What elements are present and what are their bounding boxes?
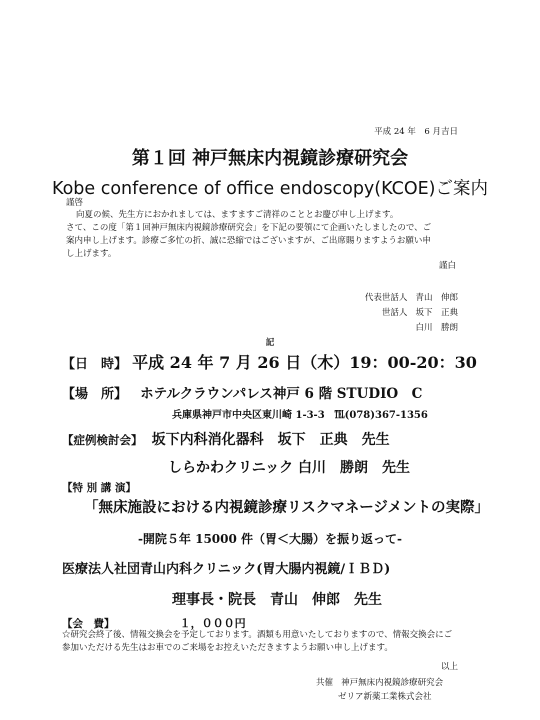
datetime-value: 平成 24 年 7 月 26 日（木）19：00-20：30 bbox=[132, 353, 477, 372]
sponsor-row bbox=[316, 676, 443, 688]
case-review-presenter: 坂下内科消化器科 坂下 正典 先生 bbox=[151, 432, 390, 448]
organizer-name: 坂下 正典 bbox=[415, 308, 458, 318]
organizer-role: 世話人 bbox=[381, 308, 408, 318]
datetime-row bbox=[62, 350, 477, 373]
greeting-body bbox=[66, 209, 460, 261]
greeting-line: 向夏の候、先生方におかれましては、ますますご清祥のこととお慶び申し上げます。 bbox=[76, 210, 399, 220]
ki-mark: 記 bbox=[265, 338, 275, 348]
organizer-row bbox=[415, 321, 458, 333]
document-date: 平成 24 年 6 月吉日 bbox=[374, 127, 458, 137]
organizer-name: 白川 勝朗 bbox=[415, 323, 458, 333]
page-title: 第１回 神戸無床内視鏡診療研究会 bbox=[131, 148, 409, 169]
greeting-line: し上げます。 bbox=[66, 249, 117, 259]
greeting-close: 謹白 bbox=[438, 261, 456, 271]
sponsor-row bbox=[338, 690, 432, 702]
organizer-row bbox=[365, 291, 458, 303]
sponsor-name: 神戸無床内視鏡診療研究会 bbox=[341, 678, 444, 688]
sponsor-role: 共催 bbox=[316, 678, 334, 688]
page-subtitle: Kobe conference of office endoscopy(KCOE)ご案内 bbox=[51, 179, 489, 199]
case-review-row bbox=[62, 429, 390, 449]
venue-row bbox=[62, 382, 422, 402]
lecture-title: 「無床施設における内視鏡診療リスクマネージメントの実際」 bbox=[84, 499, 489, 516]
case-review-label: 【症例検討会】 bbox=[62, 433, 143, 447]
venue-address: 兵庫県神戸市中央区東川崎 1-3-3 ℡(078)367-1356 bbox=[172, 410, 428, 421]
sponsor-name: ゼリア新薬工業株式会社 bbox=[338, 692, 432, 702]
closing-mark: 以上 bbox=[440, 662, 458, 672]
greeting-line: さて、この度「第１回神戸無床内視鏡診療研究会」を下記の要領にて企画いたしましたので、ご bbox=[66, 223, 432, 233]
organizer-role: 代表世話人 bbox=[364, 293, 408, 303]
organizer-row bbox=[382, 306, 458, 318]
venue-label: 【場 所】 bbox=[62, 387, 128, 402]
lecture-speaker: 理事長・院長 青山 伸郎 先生 bbox=[172, 592, 382, 608]
greeting-line: 案内申し上げます。診療ご多忙の折、誠に恐縮ではございますが、ご出席賜りますようお願い申 bbox=[66, 236, 431, 246]
greeting-open: 謹啓 bbox=[66, 198, 84, 208]
notice-text: ☆研究会終了後、情報交換会を予定しております。酒類も用意いたしておりますので、情報交換会にご参加いただける先生はお車でのご来場をお控えいただきますようお願い申し上げます。 bbox=[62, 630, 453, 653]
lecture-institution: 医療法人社団青山内科クリニック(胃大腸内視鏡/ＩＢＤ) bbox=[62, 562, 391, 577]
lecture-label: 【特 別 講 演】 bbox=[62, 482, 136, 494]
fee-label: 【会 費】 bbox=[62, 618, 115, 630]
case-review-presenter: しらかわクリニック 白川 勝朗 先生 bbox=[168, 460, 411, 476]
datetime-label: 【日 時】 bbox=[62, 357, 128, 372]
fee-value: １，０００円 bbox=[179, 617, 246, 630]
venue-value: ホテルクラウンパレス神戸 6 階 STUDIO C bbox=[140, 386, 423, 402]
organizer-name: 青山 伸郎 bbox=[415, 293, 458, 303]
lecture-subtitle: -開院５年 15000 件（胃＜大腸）を振り返って- bbox=[137, 532, 403, 546]
